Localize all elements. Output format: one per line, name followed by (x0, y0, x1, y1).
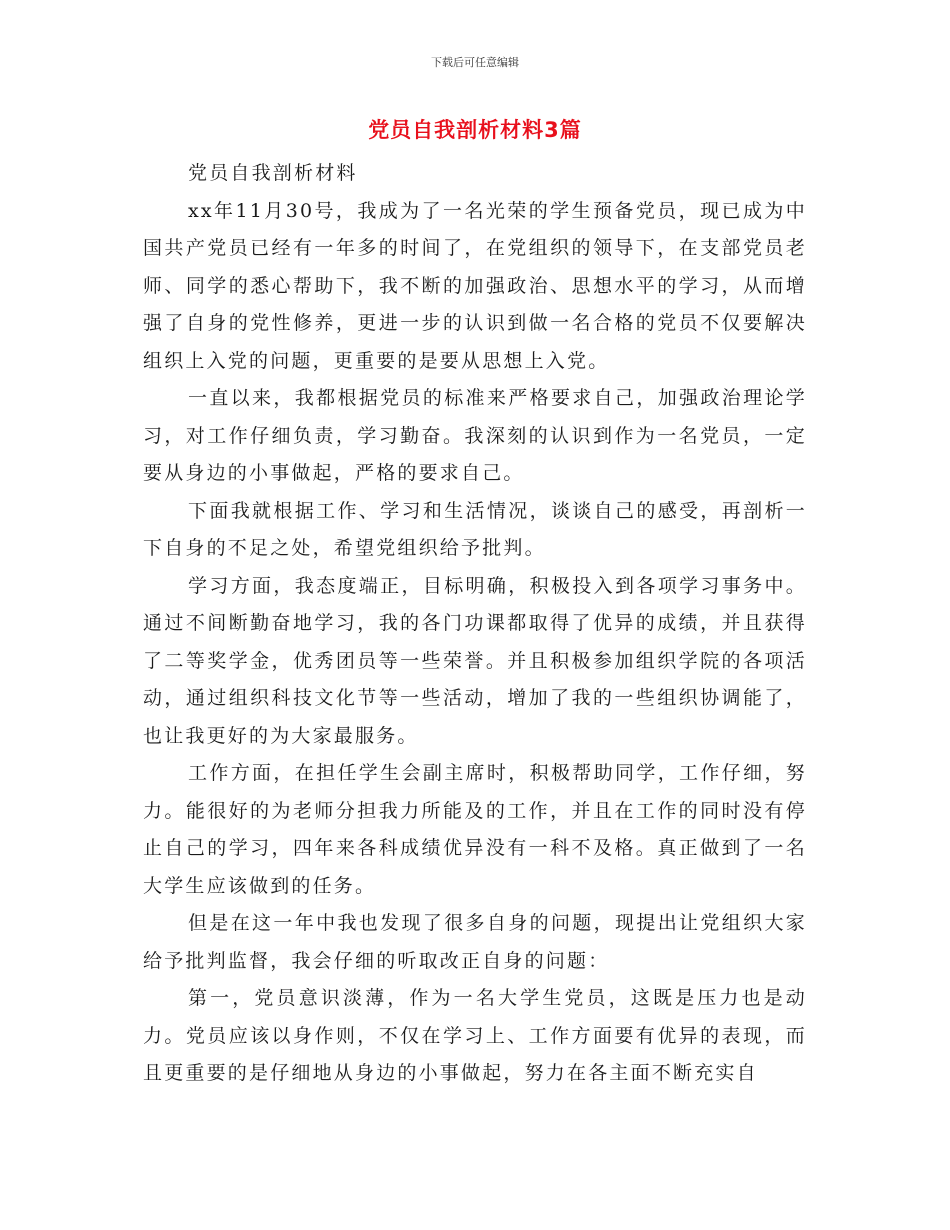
paragraph: xx年11月30号，我成为了一名光荣的学生预备党员，现已成为中国共产党员已经有一年多的时间了，在党组织的领导下，在支部党员老师、同学的悉心帮助下，我不断的加强政治、思想水平的学习，从而增强了自身的党性修养，更进一步的认识到做一名合格的党员不仅要解决组织上入党的问题，更重要的是要从思想上入党。 (143, 199, 807, 372)
paragraph: 第一，党员意识淡薄，作为一名大学生党员，这既是压力也是动力。党员应该以身作则，不仅在学习上、工作方面要有优异的表现，而且更重要的是仔细地从身边的小事做起，努力在各主面不断充实自 (143, 987, 807, 1084)
document-subtitle: 党员自我剖析材料 (188, 162, 358, 184)
document-body (143, 155, 807, 1093)
paragraph: 学习方面，我态度端正，目标明确，积极投入到各项学习事务中。通过不间断勤奋地学习，我的各门功课都取得了优异的成绩，并且获得了二等奖学金，优秀团员等一些荣誉。并且积极参加组织学院的各项活动，通过组织科技文化节等一些活动，增加了我的一些组织协调能了，也让我更好的为大家最服务。 (143, 574, 807, 747)
paragraph: 一直以来，我都根据党员的标准来严格要求自己，加强政治理论学习，对工作仔细负责，学习勤奋。我深刻的认识到作为一名党员，一定要从身边的小事做起，严格的要求自己。 (143, 387, 807, 484)
paragraph: 工作方面，在担任学生会副主席时，积极帮助同学，工作仔细，努力。能很好的为老师分担我力所能及的工作，并且在工作的同时没有停止自己的学习，四年来各科成绩优异没有一科不及格。真正做到了一名大学生应该做到的任务。 (143, 762, 807, 897)
paragraph: 但是在这一年中我也发现了很多自身的问题，现提出让党组织大家给予批判监督，我会仔细的听取改正自身的问题： (143, 912, 807, 972)
header-note: 下载后可任意编辑 (431, 56, 519, 69)
paragraph: 下面我就根据工作、学习和生活情况，谈谈自己的感受，再剖析一下自身的不足之处，希望党组织给予批判。 (143, 499, 807, 559)
document-title: 党员自我剖析材料3篇 (368, 118, 582, 142)
